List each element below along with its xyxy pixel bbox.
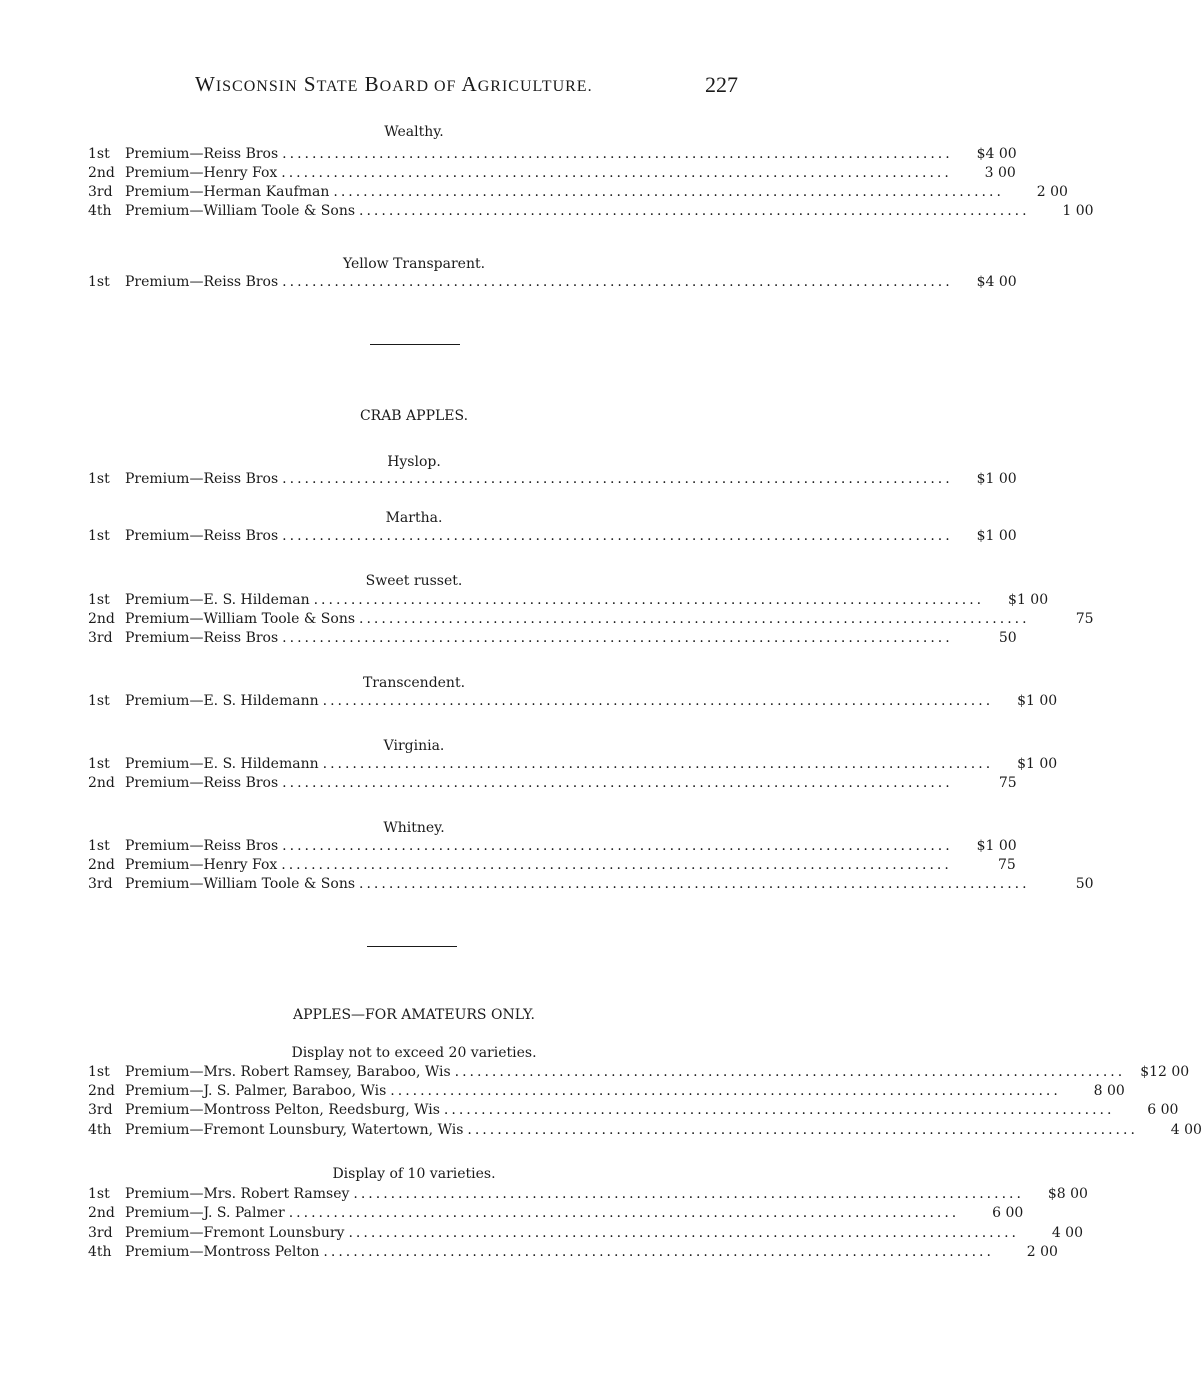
premium-row: [88, 183, 1068, 202]
premium-place: 3rd: [88, 184, 113, 200]
premium-place: 2nd: [88, 857, 115, 873]
premium-place: 1st: [88, 471, 110, 487]
premium-entrant: Premium—Reiss Bros: [125, 775, 279, 791]
section-heading: Yellow Transparent.: [342, 256, 486, 272]
premium-entrant: Premium—William Toole & Sons: [125, 203, 356, 219]
premium-entrant: Premium—William Toole & Sons: [125, 611, 356, 627]
dot-leader: ..........................................................................................: [322, 693, 994, 709]
premium-entrant: Premium—Mrs. Robert Ramsey, Baraboo, Wis: [125, 1064, 451, 1080]
dot-leader: ..........................................................................................: [467, 1122, 1138, 1138]
premium-place: 1st: [88, 693, 110, 709]
premium-row: [88, 470, 1017, 489]
running-head-word: BOARD OF: [364, 72, 457, 96]
premium-row: [88, 837, 1017, 856]
premium-row: [88, 202, 1094, 221]
section-heading: CRAB APPLES.: [359, 408, 469, 424]
premium-amount: 4 00: [1170, 1122, 1202, 1138]
premium-row: [88, 1121, 1202, 1140]
premium-row: [88, 1082, 1125, 1101]
premium-entrant: Premium—Reiss Bros: [125, 838, 279, 854]
premium-place: 1st: [88, 756, 110, 772]
premium-amount: 2 00: [1036, 184, 1068, 200]
premium-amount: $1 00: [1017, 756, 1058, 772]
premium-entrant: Premium—E. S. Hildemann: [125, 693, 319, 709]
premium-place: 1st: [88, 146, 110, 162]
premium-place: 3rd: [88, 1102, 113, 1118]
premium-place: 4th: [88, 203, 112, 219]
section-divider: [367, 946, 457, 947]
premium-row: [88, 273, 1017, 292]
premium-entrant: Premium—E. S. Hildemann: [125, 756, 319, 772]
premium-row: [88, 1243, 1058, 1262]
dot-leader: ..........................................................................................: [281, 165, 952, 181]
premium-place: 1st: [88, 1064, 110, 1080]
section-heading: Martha.: [385, 510, 443, 526]
premium-amount: 50: [1075, 876, 1094, 892]
premium-row: [88, 145, 1017, 164]
premium-amount: 75: [997, 857, 1016, 873]
premium-place: 4th: [88, 1244, 112, 1260]
dot-leader: ..........................................................................................: [282, 838, 953, 854]
premium-place: 3rd: [88, 630, 113, 646]
premium-amount: 75: [1075, 611, 1094, 627]
premium-entrant: Premium—Henry Fox: [125, 857, 278, 873]
premium-amount: 2 00: [1026, 1244, 1058, 1260]
section-heading: Virginia.: [383, 738, 445, 754]
premium-amount: $1 00: [976, 838, 1017, 854]
section-heading: Hyslop.: [387, 454, 441, 470]
premium-entrant: Premium—J. S. Palmer: [125, 1205, 285, 1221]
premium-place: 3rd: [88, 1225, 113, 1241]
premium-entrant: Premium—Reiss Bros: [125, 274, 279, 290]
premium-amount: $4 00: [976, 274, 1017, 290]
dot-leader: ..........................................................................................: [313, 592, 985, 608]
dot-leader: ..........................................................................................: [390, 1083, 1061, 1099]
running-head-word: AGRICULTURE.: [461, 72, 593, 96]
premium-place: 1st: [88, 528, 110, 544]
premium-amount: 6 00: [1147, 1102, 1179, 1118]
premium-place: 1st: [88, 274, 110, 290]
premium-entrant: Premium—Reiss Bros: [125, 528, 279, 544]
dot-leader: ..........................................................................................: [288, 1205, 960, 1221]
premium-row: [88, 1204, 1024, 1223]
premium-place: 2nd: [88, 1083, 115, 1099]
premium-place: 1st: [88, 592, 110, 608]
section-heading: APPLES—FOR AMATEURS ONLY.: [293, 1007, 535, 1023]
premium-row: [88, 755, 1058, 774]
premium-entrant: Premium—J. S. Palmer, Baraboo, Wis: [125, 1083, 387, 1099]
premium-place: 1st: [88, 1186, 110, 1202]
premium-amount: $12 00: [1140, 1064, 1190, 1080]
premium-entrant: Premium—Montross Pelton, Reedsburg, Wis: [125, 1102, 440, 1118]
section-divider: [370, 344, 460, 345]
running-head-word: STATE: [303, 72, 359, 96]
page-number: 227: [705, 72, 738, 97]
dot-leader: ..........................................................................................: [333, 184, 1004, 200]
dot-leader: ..........................................................................................: [282, 471, 953, 487]
section-heading: Wealthy.: [384, 124, 444, 140]
premium-entrant: Premium—E. S. Hildeman: [125, 592, 310, 608]
dot-leader: ..........................................................................................: [282, 630, 953, 646]
premium-amount: 3 00: [984, 165, 1016, 181]
section-heading: Transcendent.: [362, 675, 466, 691]
premium-entrant: Premium—William Toole & Sons: [125, 876, 356, 892]
section-heading: Sweet russet.: [365, 573, 463, 589]
premium-amount: 50: [998, 630, 1017, 646]
premium-row: [88, 1063, 1190, 1082]
premium-row: [88, 1224, 1083, 1243]
premium-place: 1st: [88, 838, 110, 854]
dot-leader: ..........................................................................................: [359, 876, 1030, 892]
dot-leader: ..........................................................................................: [323, 1244, 994, 1260]
premium-place: 2nd: [88, 611, 115, 627]
dot-leader: ..........................................................................................: [281, 857, 952, 873]
dot-leader: ..........................................................................................: [282, 146, 953, 162]
premium-entrant: Premium—Herman Kaufman: [125, 184, 330, 200]
running-head-word: WISCONSIN: [195, 72, 298, 96]
premium-row: [88, 1185, 1088, 1204]
premium-amount: $1 00: [1017, 693, 1058, 709]
premium-row: [88, 610, 1094, 629]
premium-place: 2nd: [88, 775, 115, 791]
section-heading: Display not to exceed 20 varieties.: [291, 1045, 537, 1061]
premium-place: 3rd: [88, 876, 113, 892]
dot-leader: ..........................................................................................: [454, 1064, 1126, 1080]
dot-leader: ..........................................................................................: [353, 1186, 1024, 1202]
premium-entrant: Premium—Reiss Bros: [125, 630, 279, 646]
premium-amount: 6 00: [992, 1205, 1024, 1221]
premium-row: [88, 591, 1049, 610]
dot-leader: ..........................................................................................: [282, 775, 953, 791]
premium-row: [88, 692, 1058, 711]
premium-entrant: Premium—Mrs. Robert Ramsey: [125, 1186, 350, 1202]
premium-amount: 1 00: [1062, 203, 1094, 219]
dot-leader: ..........................................................................................: [359, 203, 1030, 219]
premium-place: 2nd: [88, 165, 115, 181]
premium-row: [88, 1101, 1179, 1120]
premium-row: [88, 164, 1016, 183]
dot-leader: ..........................................................................................: [348, 1225, 1019, 1241]
premium-entrant: Premium—Montross Pelton: [125, 1244, 320, 1260]
dot-leader: ..........................................................................................: [443, 1102, 1115, 1118]
premium-entrant: Premium—Fremont Lounsbury: [125, 1225, 345, 1241]
premium-place: 4th: [88, 1122, 112, 1138]
premium-entrant: Premium—Fremont Lounsbury, Watertown, Wis: [125, 1122, 464, 1138]
premium-amount: $1 00: [976, 528, 1017, 544]
dot-leader: ..........................................................................................: [282, 528, 953, 544]
dot-leader: ..........................................................................................: [322, 756, 994, 772]
premium-entrant: Premium—Reiss Bros: [125, 471, 279, 487]
premium-row: [88, 774, 1017, 793]
premium-row: [88, 527, 1017, 546]
section-heading: Whitney.: [383, 820, 445, 836]
premium-entrant: Premium—Henry Fox: [125, 165, 278, 181]
premium-amount: $8 00: [1047, 1186, 1088, 1202]
premium-amount: 8 00: [1093, 1083, 1125, 1099]
premium-row: [88, 856, 1016, 875]
premium-entrant: Premium—Reiss Bros: [125, 146, 279, 162]
premium-amount: $1 00: [1008, 592, 1049, 608]
section-heading: Display of 10 varieties.: [332, 1166, 496, 1182]
dot-leader: ..........................................................................................: [359, 611, 1030, 627]
running-head: [195, 72, 593, 97]
premium-amount: $1 00: [976, 471, 1017, 487]
premium-place: 2nd: [88, 1205, 115, 1221]
premium-amount: 4 00: [1051, 1225, 1083, 1241]
premium-row: [88, 875, 1094, 894]
dot-leader: ..........................................................................................: [282, 274, 953, 290]
premium-row: [88, 629, 1017, 648]
premium-amount: 75: [998, 775, 1017, 791]
premium-amount: $4 00: [976, 146, 1017, 162]
